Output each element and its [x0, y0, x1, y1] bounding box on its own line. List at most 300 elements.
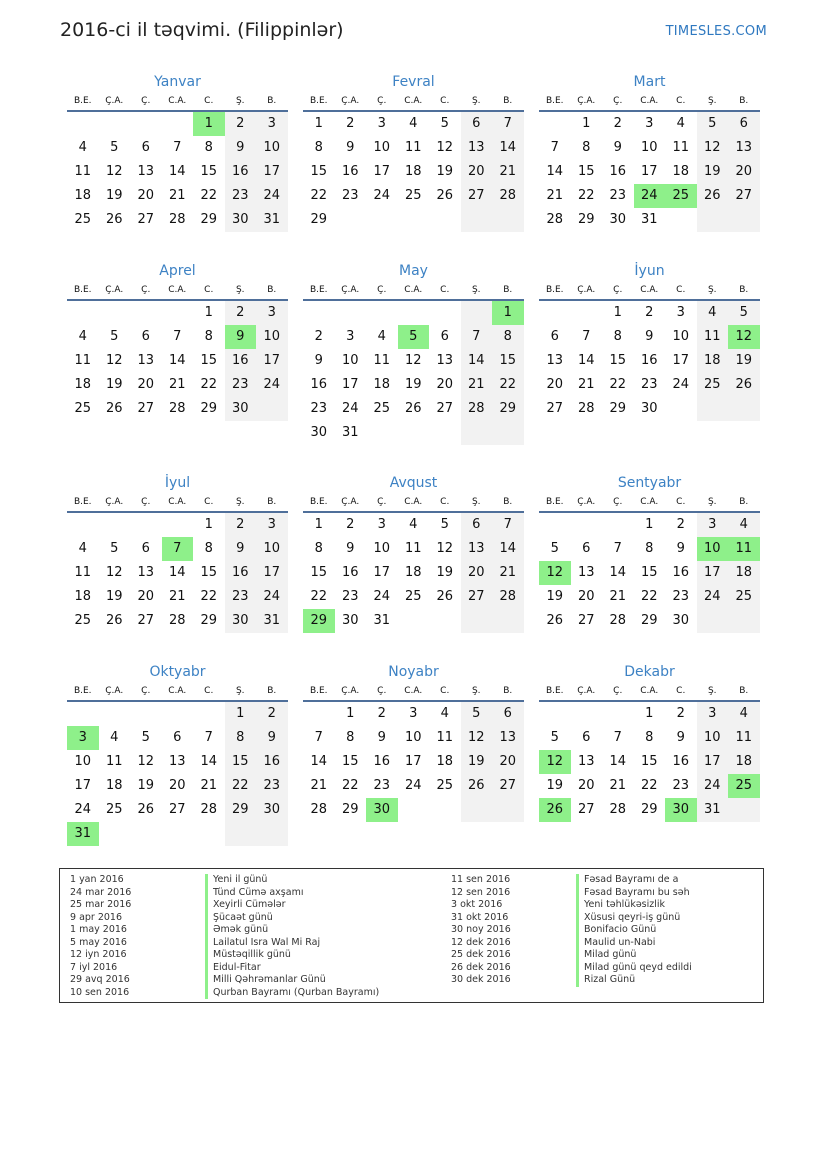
- day-cell[interactable]: 25: [74, 212, 92, 227]
- day-cell[interactable]: 29: [310, 212, 328, 227]
- day-cell[interactable]: 21: [609, 778, 627, 793]
- day-cell[interactable]: 15: [200, 353, 218, 368]
- day-cell[interactable]: 27: [436, 401, 454, 416]
- day-cell[interactable]: 11: [74, 164, 92, 179]
- day-cell[interactable]: 2: [613, 116, 622, 131]
- day-cell[interactable]: 15: [310, 164, 328, 179]
- day-cell[interactable]: 3: [645, 116, 654, 131]
- day-cell[interactable]: 8: [314, 541, 323, 556]
- day-cell[interactable]: 22: [640, 589, 658, 604]
- day-cell[interactable]: 22: [200, 188, 218, 203]
- day-cell[interactable]: 26: [539, 798, 571, 822]
- day-cell[interactable]: 21: [200, 778, 218, 793]
- day-cell[interactable]: 12: [728, 325, 760, 349]
- day-cell[interactable]: 25: [728, 774, 760, 798]
- day-cell[interactable]: 28: [310, 802, 328, 817]
- day-cell[interactable]: 22: [310, 188, 328, 203]
- day-cell[interactable]: 27: [461, 585, 493, 609]
- day-cell[interactable]: 9: [225, 537, 257, 561]
- day-cell[interactable]: 9: [346, 140, 355, 155]
- day-cell[interactable]: 13: [577, 565, 595, 580]
- day-cell[interactable]: 21: [546, 188, 564, 203]
- day-cell[interactable]: 8: [346, 730, 355, 745]
- day-cell[interactable]: 26: [728, 373, 760, 397]
- day-cell[interactable]: 24: [697, 585, 729, 609]
- day-cell[interactable]: 29: [200, 401, 218, 416]
- day-cell[interactable]: 9: [377, 730, 386, 745]
- day-cell[interactable]: 5: [110, 140, 119, 155]
- day-cell[interactable]: 18: [404, 565, 422, 580]
- day-cell[interactable]: 28: [200, 802, 218, 817]
- day-cell[interactable]: 1: [314, 517, 323, 532]
- day-cell[interactable]: 29: [577, 212, 595, 227]
- day-cell[interactable]: 29: [303, 609, 335, 633]
- day-cell[interactable]: 22: [341, 778, 359, 793]
- day-cell[interactable]: 9: [256, 726, 288, 750]
- day-cell[interactable]: 5: [461, 702, 493, 726]
- day-cell[interactable]: 17: [697, 561, 729, 585]
- day-cell[interactable]: 4: [409, 116, 418, 131]
- day-cell[interactable]: 19: [697, 160, 729, 184]
- day-cell[interactable]: 18: [697, 349, 729, 373]
- day-cell[interactable]: 1: [346, 706, 355, 721]
- day-cell[interactable]: 28: [461, 397, 493, 421]
- day-cell[interactable]: 24: [373, 188, 391, 203]
- day-cell[interactable]: 23: [225, 373, 257, 397]
- day-cell[interactable]: 15: [225, 750, 257, 774]
- day-cell[interactable]: 26: [105, 401, 123, 416]
- day-cell[interactable]: 28: [577, 401, 595, 416]
- day-cell[interactable]: 13: [728, 136, 760, 160]
- day-cell[interactable]: 6: [550, 329, 559, 344]
- day-cell[interactable]: 4: [676, 116, 685, 131]
- day-cell[interactable]: 12: [697, 136, 729, 160]
- day-cell[interactable]: 6: [141, 329, 150, 344]
- day-cell[interactable]: 21: [461, 373, 493, 397]
- day-cell[interactable]: 19: [436, 164, 454, 179]
- day-cell[interactable]: 6: [141, 140, 150, 155]
- day-cell[interactable]: 20: [546, 377, 564, 392]
- day-cell[interactable]: 30: [225, 609, 257, 633]
- day-cell[interactable]: 23: [341, 188, 359, 203]
- day-cell[interactable]: 18: [74, 188, 92, 203]
- day-cell[interactable]: 14: [609, 565, 627, 580]
- day-cell[interactable]: 2: [256, 702, 288, 726]
- day-cell[interactable]: 17: [256, 561, 288, 585]
- day-cell[interactable]: 29: [492, 397, 524, 421]
- day-cell[interactable]: 5: [398, 325, 430, 349]
- day-cell[interactable]: 3: [256, 112, 288, 136]
- day-cell[interactable]: 15: [200, 565, 218, 580]
- day-cell[interactable]: 22: [609, 377, 627, 392]
- day-cell[interactable]: 10: [373, 140, 391, 155]
- day-cell[interactable]: 14: [492, 537, 524, 561]
- day-cell[interactable]: 26: [461, 774, 493, 798]
- day-cell[interactable]: 27: [461, 184, 493, 208]
- day-cell[interactable]: 28: [168, 401, 186, 416]
- day-cell[interactable]: 12: [539, 750, 571, 774]
- day-cell[interactable]: 12: [436, 140, 454, 155]
- day-cell[interactable]: 29: [640, 613, 658, 628]
- day-cell[interactable]: 20: [492, 750, 524, 774]
- day-cell[interactable]: 18: [672, 164, 690, 179]
- day-cell[interactable]: 22: [577, 188, 595, 203]
- day-cell[interactable]: 15: [609, 353, 627, 368]
- day-cell[interactable]: 2: [645, 305, 654, 320]
- day-cell[interactable]: 3: [676, 305, 685, 320]
- day-cell[interactable]: 22: [640, 778, 658, 793]
- day-cell[interactable]: 23: [225, 184, 257, 208]
- day-cell[interactable]: 17: [256, 160, 288, 184]
- day-cell[interactable]: 14: [200, 754, 218, 769]
- day-cell[interactable]: 7: [173, 329, 182, 344]
- day-cell[interactable]: 26: [105, 212, 123, 227]
- day-cell[interactable]: 22: [200, 377, 218, 392]
- day-cell[interactable]: 13: [436, 353, 454, 368]
- day-cell[interactable]: 9: [645, 329, 654, 344]
- day-cell[interactable]: 2: [314, 329, 323, 344]
- day-cell[interactable]: 10: [373, 541, 391, 556]
- day-cell[interactable]: 12: [105, 164, 123, 179]
- day-cell[interactable]: 3: [346, 329, 355, 344]
- day-cell[interactable]: 4: [78, 329, 87, 344]
- day-cell[interactable]: 8: [645, 730, 654, 745]
- day-cell[interactable]: 3: [256, 513, 288, 537]
- day-cell[interactable]: 17: [373, 164, 391, 179]
- day-cell[interactable]: 20: [461, 160, 493, 184]
- day-cell[interactable]: 21: [609, 589, 627, 604]
- day-cell[interactable]: 9: [676, 730, 685, 745]
- day-cell[interactable]: 11: [436, 730, 454, 745]
- day-cell[interactable]: 26: [404, 401, 422, 416]
- day-cell[interactable]: 19: [461, 750, 493, 774]
- day-cell[interactable]: 3: [409, 706, 418, 721]
- day-cell[interactable]: 29: [341, 802, 359, 817]
- day-cell[interactable]: 10: [640, 140, 658, 155]
- day-cell[interactable]: 4: [110, 730, 119, 745]
- day-cell[interactable]: 31: [256, 609, 288, 633]
- day-cell[interactable]: 11: [373, 353, 391, 368]
- day-cell[interactable]: 23: [373, 778, 391, 793]
- day-cell[interactable]: 20: [577, 589, 595, 604]
- day-cell[interactable]: 19: [105, 188, 123, 203]
- day-cell[interactable]: 18: [436, 754, 454, 769]
- day-cell[interactable]: 22: [200, 589, 218, 604]
- day-cell[interactable]: 28: [609, 802, 627, 817]
- day-cell[interactable]: 27: [137, 212, 155, 227]
- day-cell[interactable]: 6: [461, 112, 493, 136]
- day-cell[interactable]: 3: [697, 702, 729, 726]
- day-cell[interactable]: 25: [436, 778, 454, 793]
- day-cell[interactable]: 23: [609, 188, 627, 203]
- day-cell[interactable]: 27: [728, 184, 760, 208]
- day-cell[interactable]: 11: [728, 726, 760, 750]
- day-cell[interactable]: 2: [676, 517, 685, 532]
- day-cell[interactable]: 20: [728, 160, 760, 184]
- day-cell[interactable]: 19: [436, 565, 454, 580]
- day-cell[interactable]: 9: [613, 140, 622, 155]
- day-cell[interactable]: 5: [697, 112, 729, 136]
- day-cell[interactable]: 5: [440, 517, 449, 532]
- day-cell[interactable]: 17: [74, 778, 92, 793]
- day-cell[interactable]: 20: [436, 377, 454, 392]
- day-cell[interactable]: 29: [200, 212, 218, 227]
- day-cell[interactable]: 9: [225, 325, 257, 349]
- day-cell[interactable]: 3: [67, 726, 99, 750]
- day-cell[interactable]: 25: [404, 188, 422, 203]
- day-cell[interactable]: 31: [373, 613, 391, 628]
- day-cell[interactable]: 26: [436, 589, 454, 604]
- day-cell[interactable]: 23: [672, 778, 690, 793]
- day-cell[interactable]: 7: [492, 112, 524, 136]
- day-cell[interactable]: 27: [137, 613, 155, 628]
- day-cell[interactable]: 11: [404, 140, 422, 155]
- day-cell[interactable]: 21: [168, 589, 186, 604]
- day-cell[interactable]: 7: [314, 730, 323, 745]
- day-cell[interactable]: 4: [440, 706, 449, 721]
- day-cell[interactable]: 2: [225, 112, 257, 136]
- day-cell[interactable]: 17: [341, 377, 359, 392]
- day-cell[interactable]: 2: [225, 513, 257, 537]
- day-cell[interactable]: 1: [645, 517, 654, 532]
- day-cell[interactable]: 15: [310, 565, 328, 580]
- day-cell[interactable]: 20: [461, 561, 493, 585]
- day-cell[interactable]: 21: [492, 561, 524, 585]
- day-cell[interactable]: 13: [492, 726, 524, 750]
- day-cell[interactable]: 15: [640, 565, 658, 580]
- day-cell[interactable]: 15: [577, 164, 595, 179]
- day-cell[interactable]: 24: [634, 184, 666, 208]
- day-cell[interactable]: 15: [492, 349, 524, 373]
- day-cell[interactable]: 24: [74, 802, 92, 817]
- day-cell[interactable]: 5: [110, 329, 119, 344]
- day-cell[interactable]: 24: [256, 184, 288, 208]
- day-cell[interactable]: 21: [492, 160, 524, 184]
- day-cell[interactable]: 28: [492, 585, 524, 609]
- day-cell[interactable]: 25: [74, 401, 92, 416]
- day-cell[interactable]: 19: [404, 377, 422, 392]
- day-cell[interactable]: 27: [168, 802, 186, 817]
- day-cell[interactable]: 1: [582, 116, 591, 131]
- day-cell[interactable]: 18: [728, 750, 760, 774]
- day-cell[interactable]: 10: [256, 325, 288, 349]
- day-cell[interactable]: 13: [137, 164, 155, 179]
- day-cell[interactable]: 3: [377, 517, 386, 532]
- day-cell[interactable]: 17: [404, 754, 422, 769]
- day-cell[interactable]: 29: [609, 401, 627, 416]
- day-cell[interactable]: 27: [492, 774, 524, 798]
- day-cell[interactable]: 18: [404, 164, 422, 179]
- day-cell[interactable]: 5: [550, 541, 559, 556]
- day-cell[interactable]: 30: [366, 798, 398, 822]
- day-cell[interactable]: 14: [609, 754, 627, 769]
- day-cell[interactable]: 16: [225, 349, 257, 373]
- day-cell[interactable]: 23: [672, 589, 690, 604]
- day-cell[interactable]: 20: [168, 778, 186, 793]
- day-cell[interactable]: 4: [697, 301, 729, 325]
- day-cell[interactable]: 7: [550, 140, 559, 155]
- day-cell[interactable]: 1: [645, 706, 654, 721]
- day-cell[interactable]: 25: [665, 184, 697, 208]
- day-cell[interactable]: 10: [697, 726, 729, 750]
- day-cell[interactable]: 2: [377, 706, 386, 721]
- day-cell[interactable]: 27: [546, 401, 564, 416]
- day-cell[interactable]: 19: [546, 589, 564, 604]
- day-cell[interactable]: 6: [141, 541, 150, 556]
- day-cell[interactable]: 24: [404, 778, 422, 793]
- day-cell[interactable]: 17: [697, 750, 729, 774]
- day-cell[interactable]: 7: [162, 537, 194, 561]
- day-cell[interactable]: 15: [640, 754, 658, 769]
- day-cell[interactable]: 28: [609, 613, 627, 628]
- day-cell[interactable]: 23: [256, 774, 288, 798]
- day-cell[interactable]: 1: [204, 305, 213, 320]
- day-cell[interactable]: 14: [310, 754, 328, 769]
- day-cell[interactable]: 14: [168, 353, 186, 368]
- day-cell[interactable]: 13: [577, 754, 595, 769]
- day-cell[interactable]: 14: [577, 353, 595, 368]
- day-cell[interactable]: 17: [256, 349, 288, 373]
- day-cell[interactable]: 6: [440, 329, 449, 344]
- day-cell[interactable]: 15: [341, 754, 359, 769]
- day-cell[interactable]: 8: [225, 726, 257, 750]
- day-cell[interactable]: 29: [200, 613, 218, 628]
- day-cell[interactable]: 9: [314, 353, 323, 368]
- day-cell[interactable]: 1: [314, 116, 323, 131]
- day-cell[interactable]: 1: [613, 305, 622, 320]
- day-cell[interactable]: 5: [728, 301, 760, 325]
- day-cell[interactable]: 4: [728, 702, 760, 726]
- day-cell[interactable]: 4: [409, 517, 418, 532]
- day-cell[interactable]: 9: [225, 136, 257, 160]
- day-cell[interactable]: 20: [137, 589, 155, 604]
- day-cell[interactable]: 24: [256, 585, 288, 609]
- day-cell[interactable]: 12: [105, 565, 123, 580]
- day-cell[interactable]: 31: [67, 822, 99, 846]
- day-cell[interactable]: 10: [341, 353, 359, 368]
- day-cell[interactable]: 14: [168, 565, 186, 580]
- day-cell[interactable]: 1: [204, 517, 213, 532]
- day-cell[interactable]: 17: [373, 565, 391, 580]
- day-cell[interactable]: 24: [341, 401, 359, 416]
- day-cell[interactable]: 25: [373, 401, 391, 416]
- day-cell[interactable]: 12: [404, 353, 422, 368]
- day-cell[interactable]: 27: [577, 613, 595, 628]
- day-cell[interactable]: 7: [613, 541, 622, 556]
- day-cell[interactable]: 8: [204, 140, 213, 155]
- day-cell[interactable]: 11: [74, 353, 92, 368]
- day-cell[interactable]: 10: [672, 329, 690, 344]
- day-cell[interactable]: 2: [225, 301, 257, 325]
- day-cell[interactable]: 7: [492, 513, 524, 537]
- day-cell[interactable]: 2: [346, 517, 355, 532]
- day-cell[interactable]: 5: [550, 730, 559, 745]
- day-cell[interactable]: 16: [341, 164, 359, 179]
- day-cell[interactable]: 25: [105, 802, 123, 817]
- day-cell[interactable]: 13: [137, 565, 155, 580]
- day-cell[interactable]: 16: [672, 565, 690, 580]
- day-cell[interactable]: 10: [74, 754, 92, 769]
- day-cell[interactable]: 10: [256, 136, 288, 160]
- day-cell[interactable]: 9: [346, 541, 355, 556]
- day-cell[interactable]: 20: [577, 778, 595, 793]
- day-cell[interactable]: 21: [168, 188, 186, 203]
- day-cell[interactable]: 16: [310, 377, 328, 392]
- day-cell[interactable]: 9: [676, 541, 685, 556]
- day-cell[interactable]: 2: [346, 116, 355, 131]
- day-cell[interactable]: 18: [105, 778, 123, 793]
- day-cell[interactable]: 28: [168, 613, 186, 628]
- day-cell[interactable]: 30: [640, 401, 658, 416]
- day-cell[interactable]: 26: [546, 613, 564, 628]
- day-cell[interactable]: 22: [310, 589, 328, 604]
- day-cell[interactable]: 16: [373, 754, 391, 769]
- day-cell[interactable]: 10: [404, 730, 422, 745]
- day-cell[interactable]: 11: [74, 565, 92, 580]
- day-cell[interactable]: 25: [74, 613, 92, 628]
- day-cell[interactable]: 19: [137, 778, 155, 793]
- day-cell[interactable]: 22: [225, 774, 257, 798]
- day-cell[interactable]: 26: [105, 613, 123, 628]
- day-cell[interactable]: 31: [640, 212, 658, 227]
- day-cell[interactable]: 4: [78, 541, 87, 556]
- day-cell[interactable]: 18: [373, 377, 391, 392]
- day-cell[interactable]: 3: [256, 301, 288, 325]
- day-cell[interactable]: 30: [341, 613, 359, 628]
- day-cell[interactable]: 17: [672, 353, 690, 368]
- day-cell[interactable]: 13: [546, 353, 564, 368]
- day-cell[interactable]: 16: [640, 353, 658, 368]
- brand-link[interactable]: TIMESLES.COM: [665, 24, 767, 39]
- day-cell[interactable]: 8: [492, 325, 524, 349]
- day-cell[interactable]: 4: [728, 513, 760, 537]
- day-cell[interactable]: 28: [168, 212, 186, 227]
- day-cell[interactable]: 13: [461, 537, 493, 561]
- day-cell[interactable]: 4: [377, 329, 386, 344]
- day-cell[interactable]: 30: [665, 798, 697, 822]
- day-cell[interactable]: 5: [440, 116, 449, 131]
- day-cell[interactable]: 27: [137, 401, 155, 416]
- day-cell[interactable]: 8: [204, 541, 213, 556]
- day-cell[interactable]: 5: [110, 541, 119, 556]
- day-cell[interactable]: 16: [256, 750, 288, 774]
- day-cell[interactable]: 12: [105, 353, 123, 368]
- day-cell[interactable]: 14: [461, 349, 493, 373]
- day-cell[interactable]: 27: [577, 802, 595, 817]
- day-cell[interactable]: 16: [341, 565, 359, 580]
- day-cell[interactable]: 14: [168, 164, 186, 179]
- day-cell[interactable]: 11: [105, 754, 123, 769]
- day-cell[interactable]: 16: [672, 754, 690, 769]
- day-cell[interactable]: 4: [78, 140, 87, 155]
- day-cell[interactable]: 30: [672, 613, 690, 628]
- day-cell[interactable]: 12: [137, 754, 155, 769]
- day-cell[interactable]: 7: [204, 730, 213, 745]
- day-cell[interactable]: 7: [613, 730, 622, 745]
- day-cell[interactable]: 7: [461, 325, 493, 349]
- day-cell[interactable]: 30: [225, 208, 257, 232]
- day-cell[interactable]: 17: [640, 164, 658, 179]
- day-cell[interactable]: 23: [310, 401, 328, 416]
- day-cell[interactable]: 23: [225, 585, 257, 609]
- day-cell[interactable]: 11: [672, 140, 690, 155]
- day-cell[interactable]: 18: [74, 377, 92, 392]
- day-cell[interactable]: 19: [105, 377, 123, 392]
- day-cell[interactable]: 7: [582, 329, 591, 344]
- day-cell[interactable]: 13: [137, 353, 155, 368]
- day-cell[interactable]: 24: [256, 373, 288, 397]
- day-cell[interactable]: 8: [582, 140, 591, 155]
